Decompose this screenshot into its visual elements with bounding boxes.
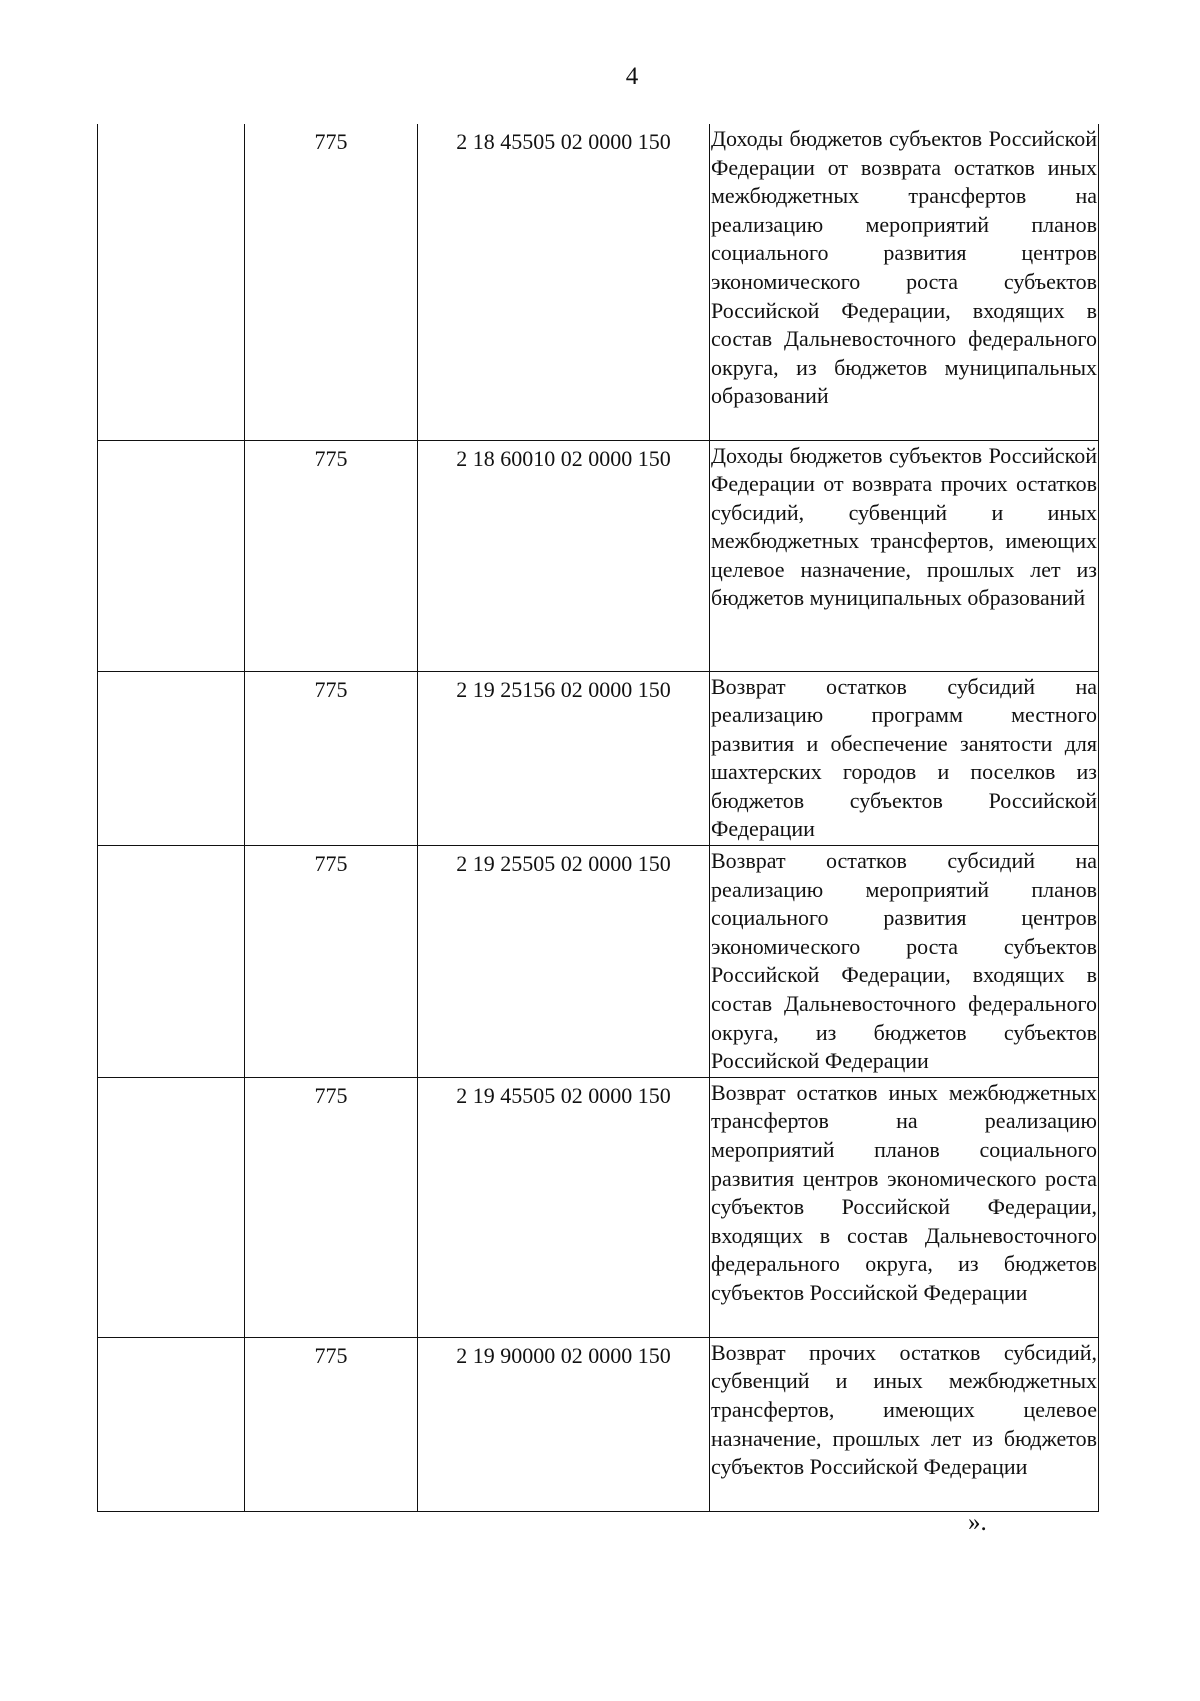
description-cell: Возврат прочих остатков субсидий, субвенций и иных межбюджетных трансфертов, имеющих целевое назначение, прошлых лет из бюджетов субъектов Российской Федерации: [710, 1337, 1099, 1511]
budget-code-cell: 2 19 90000 02 0000 150: [418, 1337, 710, 1511]
budget-code-cell: 2 18 60010 02 0000 150: [418, 440, 710, 671]
blank-cell: [98, 124, 245, 440]
budget-code-cell: 2 19 25156 02 0000 150: [418, 671, 710, 846]
admin-code-cell: 775: [245, 440, 418, 671]
budget-classification-table: [97, 124, 1099, 1512]
table-row: [98, 671, 1099, 846]
budget-code-cell: 2 19 25505 02 0000 150: [418, 846, 710, 1078]
admin-code-cell: 775: [245, 671, 418, 846]
description-cell: Возврат остатков иных межбюджетных трансфертов на реализацию мероприятий планов социального развития центров экономического роста субъектов Российской Федерации, входящих в состав Дальневосточного федерального округа, из бюджетов субъектов Российской Федерации: [710, 1077, 1099, 1337]
budget-code-cell: 2 18 45505 02 0000 150: [418, 124, 710, 440]
description-cell: Возврат остатков субсидий на реализацию мероприятий планов социального развития центров экономического роста субъектов Российской Федерации, входящих в состав Дальневосточного федерального округа, из бюджетов субъектов Российской Федерации: [710, 846, 1099, 1078]
admin-code-cell: 775: [245, 1077, 418, 1337]
table-row: [98, 124, 1099, 440]
blank-cell: [98, 1337, 245, 1511]
description-cell: Доходы бюджетов субъектов Российской Федерации от возврата прочих остатков субсидий, субвенций и иных межбюджетных трансфертов, имеющих целевое назначение, прошлых лет из бюджетов муниципальных образований: [710, 440, 1099, 671]
admin-code-cell: 775: [245, 124, 418, 440]
description-cell: Доходы бюджетов субъектов Российской Федерации от возврата остатков иных межбюджетных трансфертов на реализацию мероприятий планов социального развития центров экономического роста субъектов Российской Федерации, входящих в состав Дальневосточного федерального округа, из бюджетов муниципальных образований: [710, 124, 1099, 440]
page-number: 4: [625, 63, 639, 90]
table-row: [98, 440, 1099, 671]
closing-quote-mark: ».: [968, 1509, 987, 1536]
table-row: [98, 1077, 1099, 1337]
admin-code-cell: 775: [245, 846, 418, 1078]
table-row: [98, 846, 1099, 1078]
table-row: [98, 1337, 1099, 1511]
blank-cell: [98, 671, 245, 846]
blank-cell: [98, 440, 245, 671]
blank-cell: [98, 1077, 245, 1337]
description-cell: Возврат остатков субсидий на реализацию программ местного развития и обеспечение занятости для шахтерских городов и поселков из бюджетов субъектов Российской Федерации: [710, 671, 1099, 846]
budget-code-cell: 2 19 45505 02 0000 150: [418, 1077, 710, 1337]
admin-code-cell: 775: [245, 1337, 418, 1511]
blank-cell: [98, 846, 245, 1078]
